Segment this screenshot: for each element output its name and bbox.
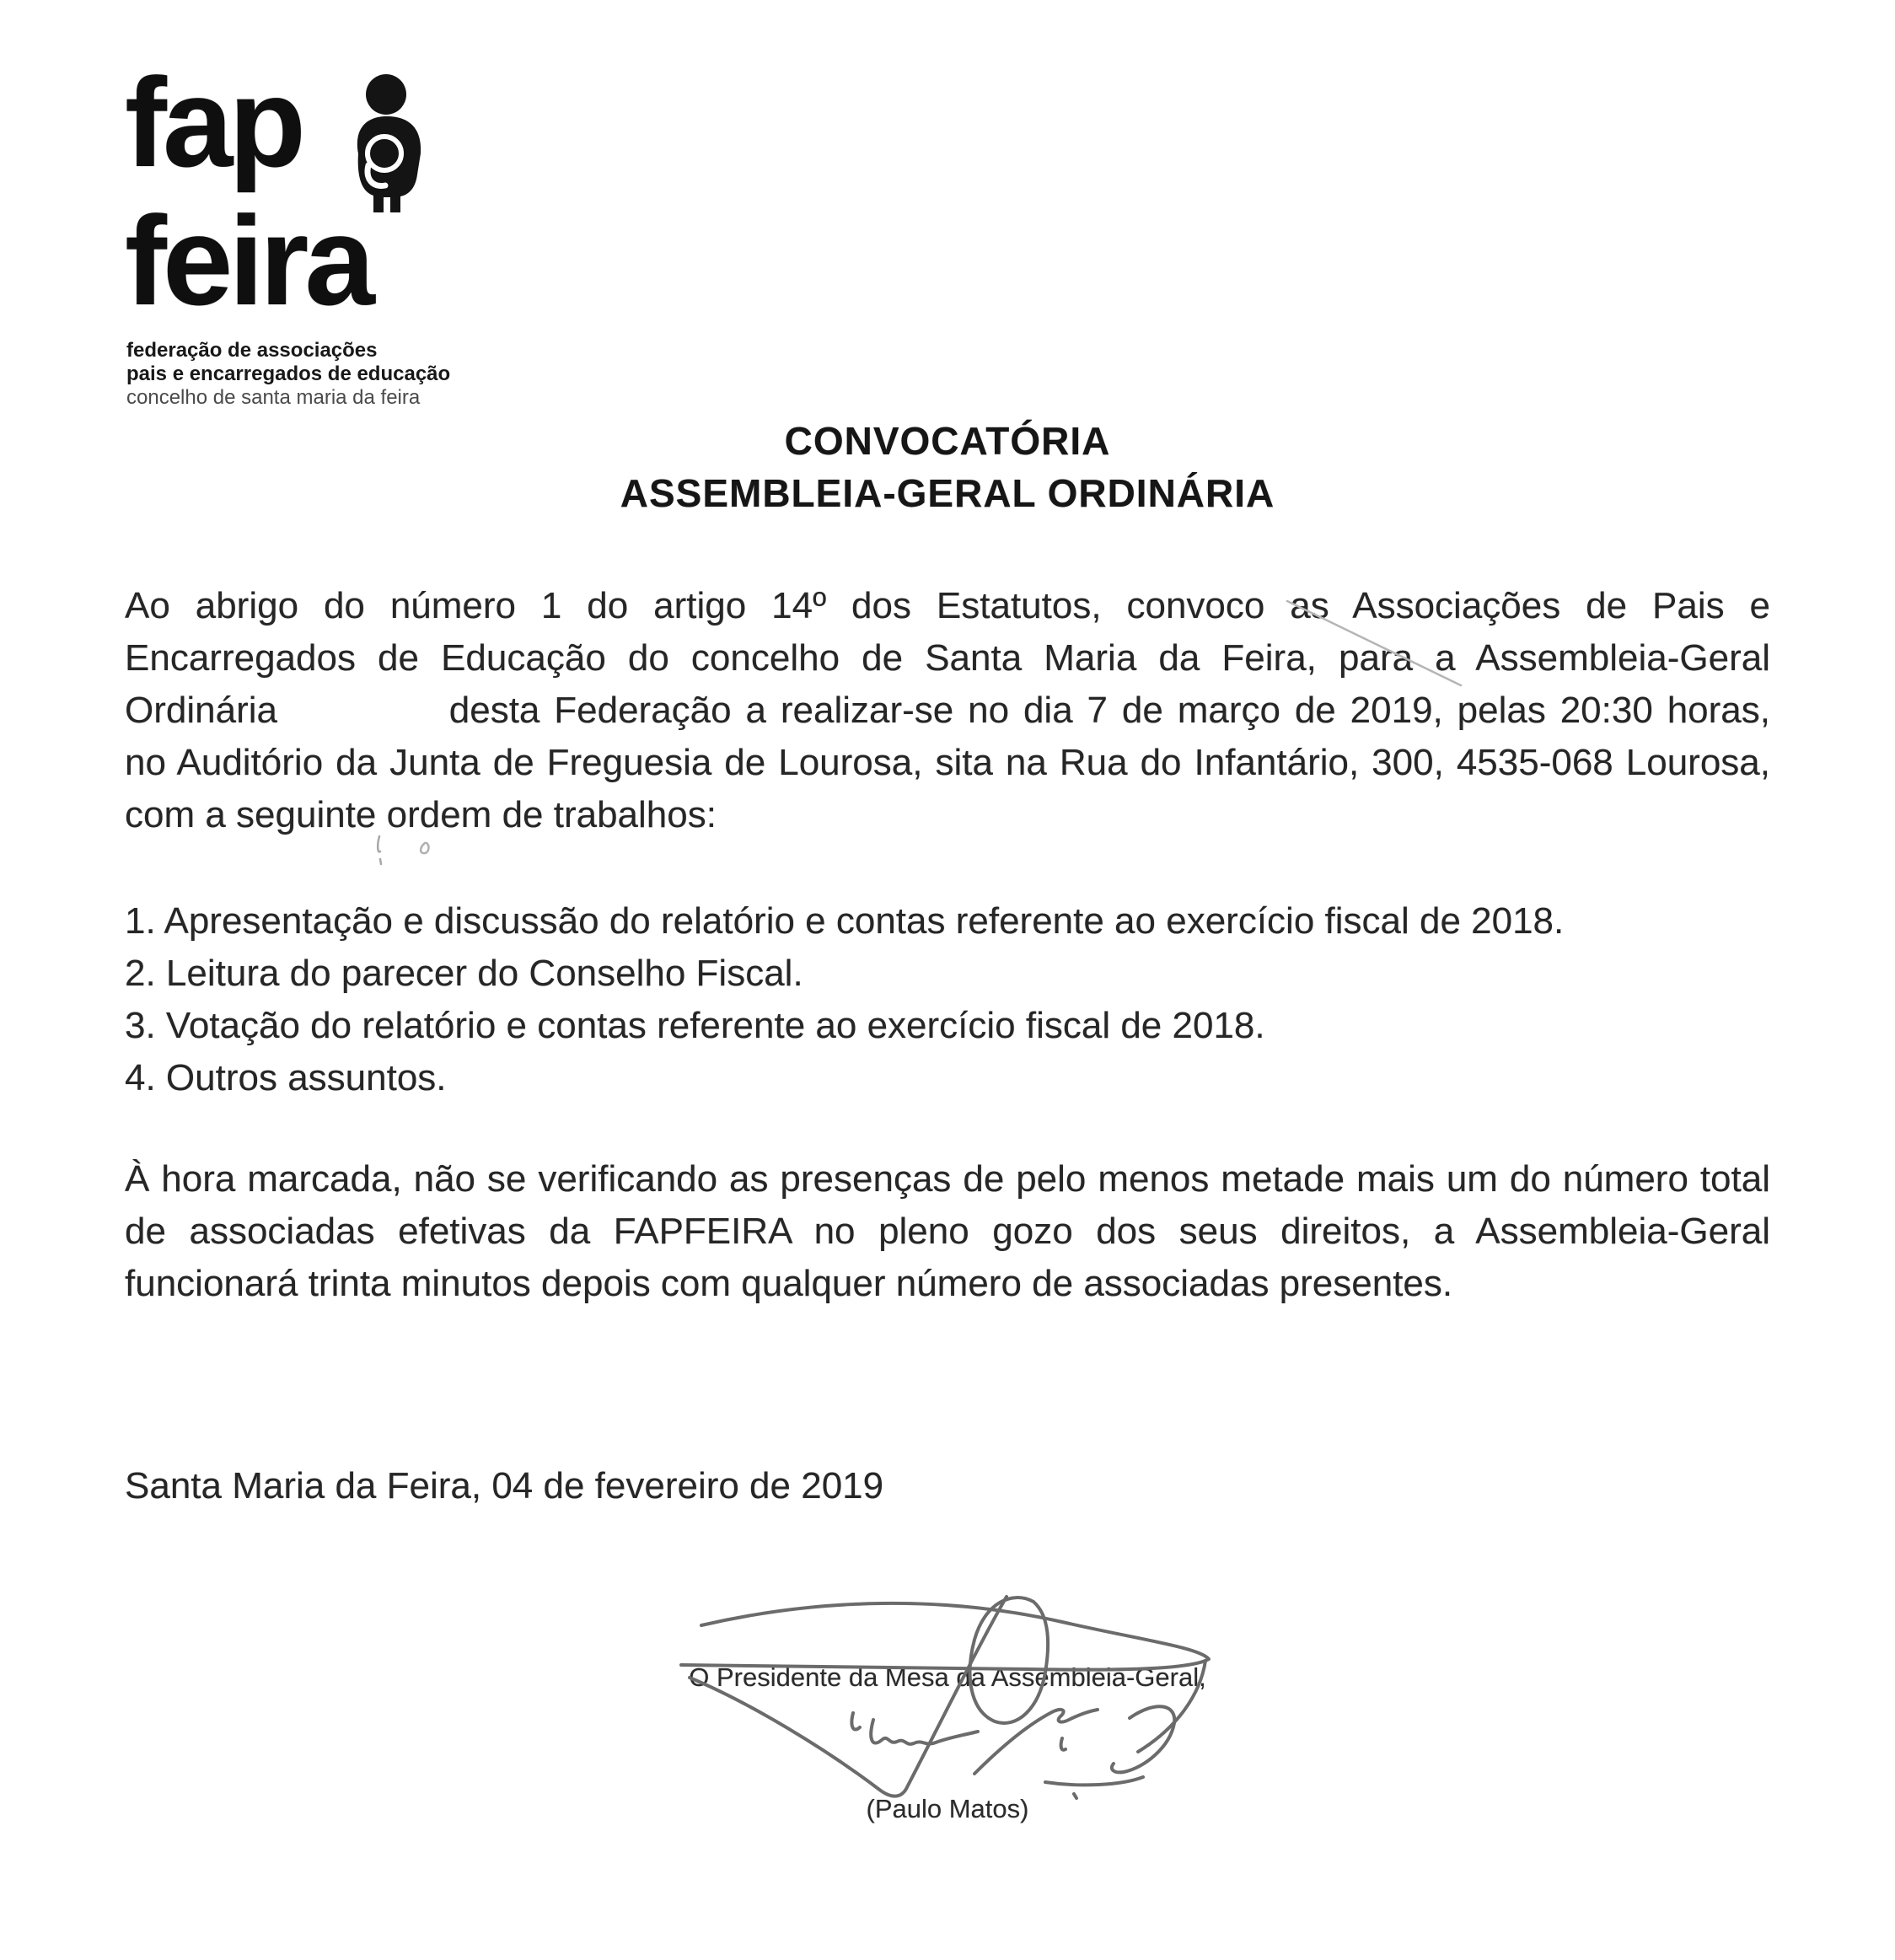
agenda-item: 2. Leitura do parecer do Conselho Fiscal. [125,953,803,994]
agenda-item: 3. Votação do relatório e contas referente ao exercício fiscal de 2018. [125,1005,1265,1046]
logo-word-fap: fap [125,51,302,193]
paragraph-line: com a seguinte ordem de trabalhos: [125,794,717,835]
agenda-list [125,895,1770,1104]
logo-word-feira: feira [125,190,371,331]
paragraph-line: Ao abrigo do número 1 do artigo 14º dos Estatutos, convoco as Associações de Pais e [125,585,1770,626]
paragraph-line: funcionará trinta minutos depois com qualquer número de associadas presentes. [125,1263,1453,1304]
logo-taglines [126,339,599,410]
signature-role-line: O Presidente da Mesa da Assembleia-Geral, [689,1662,1206,1692]
paragraph-line: Encarregados de Educação do concelho de Santa Maria da Feira, para a Assembleia-Geral [125,637,1770,679]
agenda-item: 1. Apresentação e discussão do relatório e contas referente ao exercício fiscal de 2018. [125,900,1565,942]
paragraph-line-with-gap [125,685,1770,737]
logo-tagline-1: federação de associações [126,339,378,362]
logo-tagline-2: pais e encarregados de educação [126,362,451,385]
paragraph-line: À hora marcada, não se verificando as presenças de pelo menos metade mais um do número total [125,1158,1770,1200]
signature-scribble [666,1560,1273,1825]
paragraph-fragment: desta Federação a realizar-se no dia 7 de março de 2019, pelas 20:30 horas, [448,690,1770,731]
document-title [0,415,1895,519]
signature-name-line: (Paulo Matos) [866,1794,1029,1823]
title-line-assembleia: ASSEMBLEIA-GERAL ORDINÁRIA [620,471,1275,515]
paragraph-intro [125,580,1770,841]
paragraph-line: no Auditório da Junta de Freguesia de Lourosa, sita na Rua do Infantário, 300, 4535-068 Lourosa, [125,742,1770,783]
agenda-item: 4. Outros assuntos. [125,1057,447,1098]
logo-tagline-3: concelho de santa maria da feira [126,386,421,409]
place-date-line: Santa Maria da Feira, 04 de fevereiro de 2019 [125,1465,884,1506]
paragraph-quorum [125,1153,1770,1310]
paragraph-line: de associadas efetivas da FAPFEIRA no pleno gozo dos seus direitos, a Assembleia-Geral [125,1211,1770,1252]
paragraph-fragment: Ordinária [125,690,277,731]
title-line-convocatoria: CONVOCATÓRIA [784,419,1111,463]
